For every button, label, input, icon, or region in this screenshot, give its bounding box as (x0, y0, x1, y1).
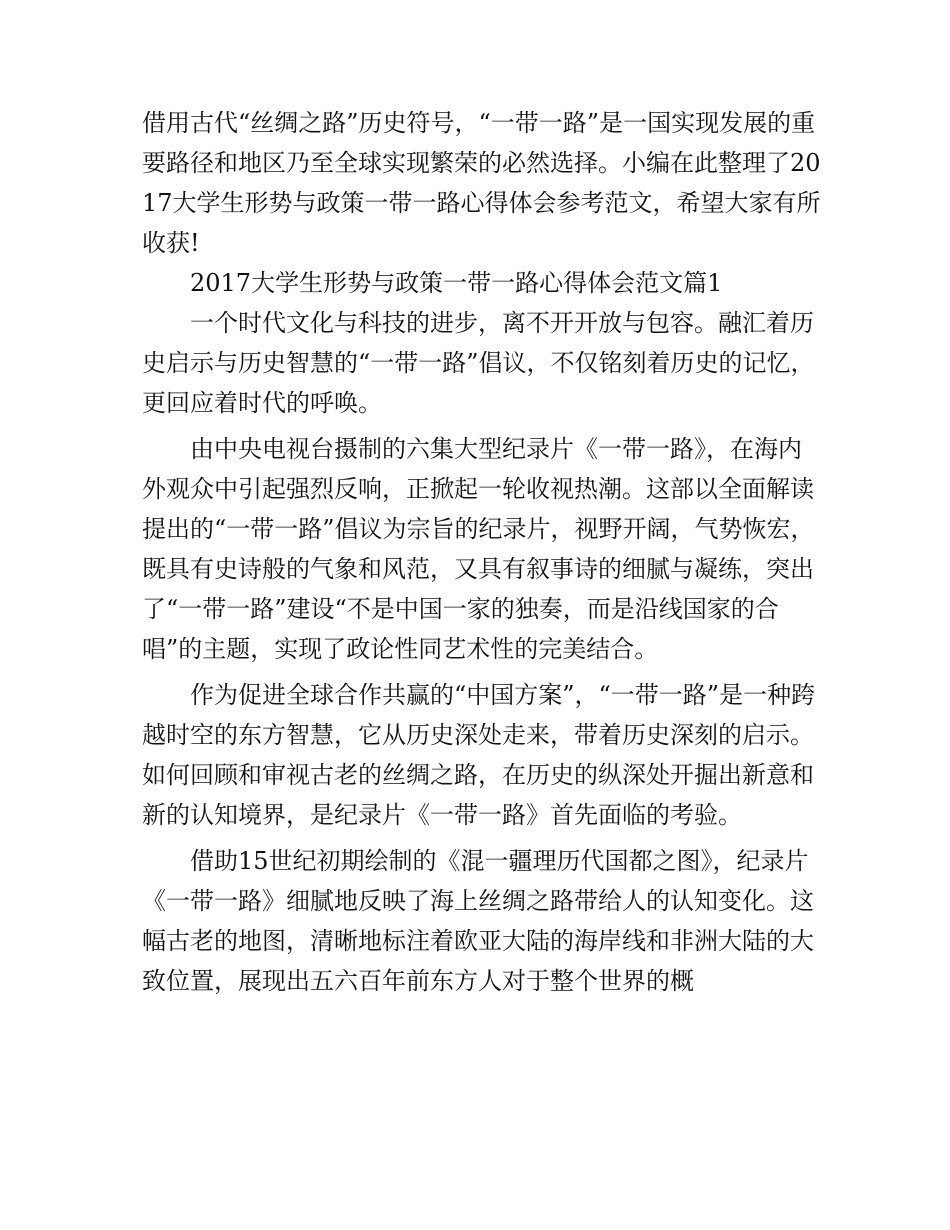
body-paragraph-1: 一个时代文化与科技的进步，离不开开放与包容。融汇着历史启示与历史智慧的“一带一路”倡议，不仅铭刻着历史的记忆，更回应着时代的呼唤。 (142, 309, 815, 417)
body-paragraph-3: 作为促进全球合作共赢的“中国方案”，“一带一路”是一种跨越时空的东方智慧，它从历史深处走来，带着历史深刻的启示。如何回顾和审视古老的丝绸之路，在历史的纵深处开掘出新意和新的认知境界，是纪录片《一带一路》首先面临的考验。 (142, 681, 816, 829)
section-heading: 2017大学生形势与政策一带一路心得体会范文篇1 (190, 269, 723, 297)
body-paragraph-4: 借助15世纪初期绘制的《混一疆理历代国都之图》，纪录片《一带一路》细腻地反映了海上丝绸之路带给人的认知变化。这幅古老的地图，清晰地标注着欧亚大陆的海岸线和非洲大陆的大致位置，展现出五六百年前东方人对于整个世界的概 (142, 847, 814, 995)
intro-paragraph: 借用古代“丝绸之路”历史符号，“一带一路”是一国实现发展的重要路径和地区乃至全球实现繁荣的必然选择。小编在此整理了2017大学生形势与政策一带一路心得体会参考范文，希望大家有所收获! (142, 109, 821, 257)
document-body (142, 103, 822, 1001)
body-paragraph-2: 由中央电视台摄制的六集大型纪录片《一带一路》，在海内外观众中引起强烈反响，正掀起一轮收视热潮。这部以全面解读提出的“一带一路”倡议为宗旨的纪录片，视野开阔，气势恢宏，既具有史诗般的气象和风范，又具有叙事诗的细腻与凝练，突出了“一带一路”建设“不是中国一家的独奏，而是沿线国家的合唱”的主题，实现了政论性同艺术性的完美结合。 (142, 435, 815, 663)
